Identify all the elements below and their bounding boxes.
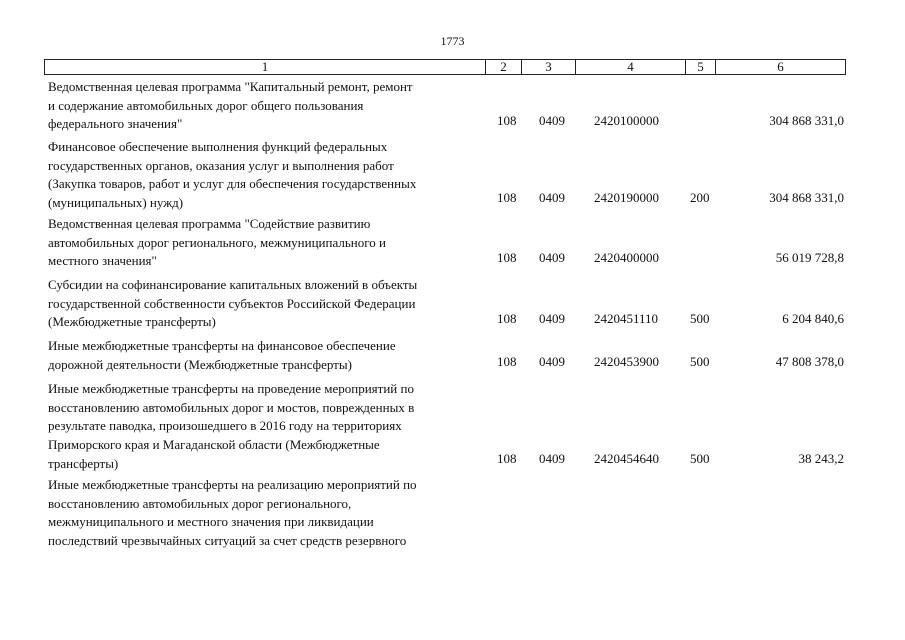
description-line: трансферты): [48, 455, 119, 471]
table-row: [48, 276, 846, 333]
table-row: [48, 138, 846, 214]
row-description: [48, 78, 486, 134]
header-col-2: 2: [485, 60, 521, 74]
row-col-6: 304 868 331,0: [769, 113, 844, 128]
table-row: [48, 337, 846, 375]
description-line: Ведомственная целевая программа "Капитальный ремонт, ремонт: [48, 79, 413, 94]
header-col-4: 4: [575, 60, 685, 74]
row-col-4: 2420100000: [594, 113, 659, 128]
row-description: [48, 215, 486, 271]
row-description: [48, 337, 486, 374]
row-col-6: 47 808 378,0: [775, 354, 844, 369]
row-col-5: 500: [690, 354, 710, 369]
row-col-2: 108: [497, 451, 517, 466]
description-line: результате паводка, произошедшего в 2016 году на территориях: [48, 418, 402, 434]
description-line: государственной собственности субъектов Российской Федерации: [48, 295, 416, 311]
row-col-6: 38 243,2: [798, 451, 844, 466]
description-line: Иные межбюджетные трансферты на финансовое обеспечение: [48, 338, 396, 353]
description-line: (Межбюджетные трансферты): [48, 314, 216, 330]
row-col-2: 108: [497, 113, 517, 128]
table-row: [48, 215, 846, 272]
header-col-1: 1: [261, 59, 269, 74]
description-line: автомобильных дорог регионального, межмуниципального и: [48, 234, 386, 250]
header-col-3: 3: [521, 60, 575, 74]
row-col-4: 2420454640: [594, 451, 659, 466]
row-col-3: 0409: [539, 113, 565, 128]
description-line: восстановлению автомобильных дорог регионального,: [48, 495, 352, 511]
description-line: Субсидии на софинансирование капитальных вложений в объекты: [48, 277, 418, 292]
header-col-6: 6: [715, 60, 845, 74]
table-row: [48, 380, 846, 474]
row-col-6: 304 868 331,0: [769, 190, 844, 205]
description-line: Ведомственная целевая программа "Содействие развитию: [48, 216, 371, 231]
row-description: [48, 476, 486, 551]
row-col-4: 2420451110: [594, 311, 659, 326]
description-line: местного значения": [48, 253, 157, 269]
table-row: [48, 78, 846, 135]
description-line: государственных органов, оказания услуг и выполнения работ: [48, 157, 394, 173]
row-col-5: 200: [690, 190, 710, 205]
row-col-2: 108: [497, 354, 517, 369]
row-col-3: 0409: [539, 250, 565, 265]
description-line: восстановлению автомобильных дорог и мостов, поврежденных в: [48, 399, 415, 415]
page-number: 1773: [440, 34, 465, 48]
row-col-4: 2420453900: [594, 354, 659, 369]
description-line: Иные межбюджетные трансферты на реализацию мероприятий по: [48, 477, 417, 492]
description-line: межмуниципального и местного значения при ликвидации: [48, 514, 374, 530]
description-line: федерального значения": [48, 116, 183, 132]
row-col-4: 2420190000: [594, 190, 659, 205]
row-description: [48, 276, 486, 332]
row-description: [48, 380, 486, 474]
row-col-3: 0409: [539, 190, 565, 205]
row-col-4: 2420400000: [594, 250, 659, 265]
row-col-3: 0409: [539, 311, 565, 326]
row-col-2: 108: [497, 250, 517, 265]
row-description: [48, 138, 486, 213]
description-line: (Закупка товаров, работ и услуг для обеспечения государственных: [48, 176, 417, 192]
description-line: Финансовое обеспечение выполнения функций федеральных: [48, 139, 388, 154]
table-header: [44, 59, 846, 75]
description-line: дорожной деятельности (Межбюджетные трансферты): [48, 356, 352, 372]
row-col-3: 0409: [539, 451, 565, 466]
row-col-2: 108: [497, 311, 517, 326]
row-col-5: 500: [690, 311, 710, 326]
row-col-6: 6 204 840,6: [782, 311, 844, 326]
description-line: Иные межбюджетные трансферты на проведение мероприятий по: [48, 381, 414, 396]
row-col-3: 0409: [539, 354, 565, 369]
description-line: последствий чрезвычайных ситуаций за счет средств резервного: [48, 533, 407, 549]
row-col-5: 500: [690, 451, 710, 466]
description-line: и содержание автомобильных дорог общего пользования: [48, 97, 364, 113]
table-row: [48, 476, 846, 552]
header-col-5: 5: [685, 60, 715, 74]
row-col-2: 108: [497, 190, 517, 205]
row-col-6: 56 019 728,8: [775, 250, 844, 265]
description-line: Приморского края и Магаданской области (Межбюджетные: [48, 437, 380, 453]
description-line: (муниципальных) нужд): [48, 195, 184, 211]
